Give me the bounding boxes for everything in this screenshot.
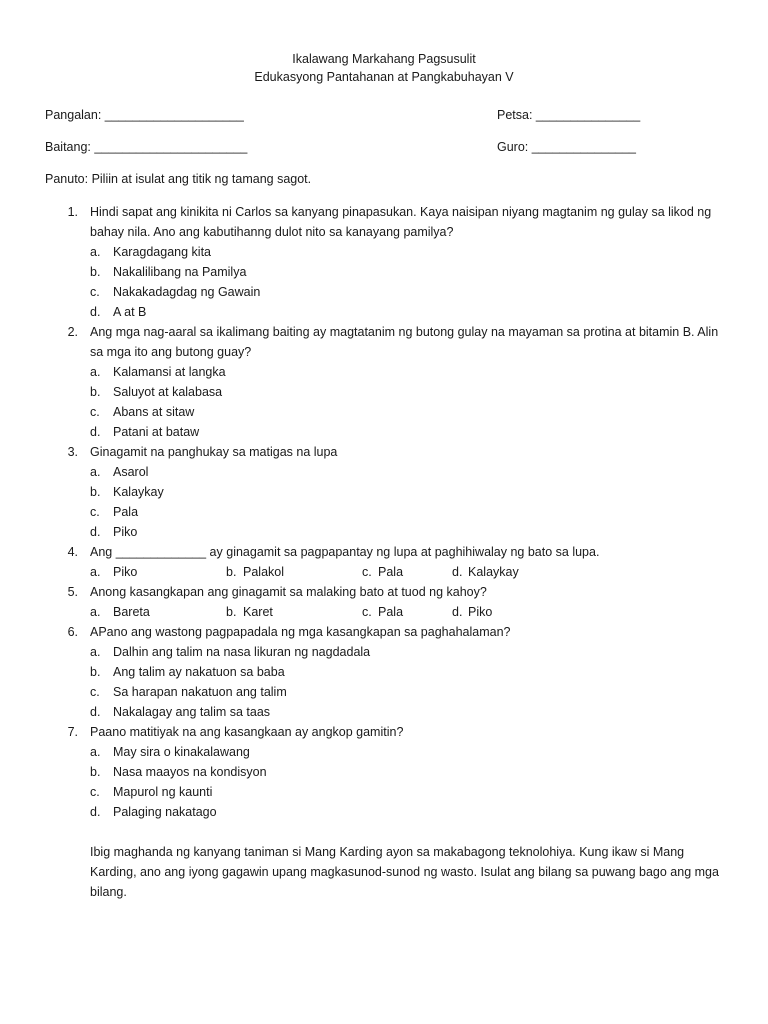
choice-text: Kalamansi at langka xyxy=(113,365,226,379)
choice-text: Ang talim ay nakatuon sa baba xyxy=(113,665,285,679)
choice-text: Asarol xyxy=(113,465,149,479)
choice-text: A at B xyxy=(113,305,147,319)
choice-letter: b. xyxy=(90,485,101,499)
choice-text: Piko xyxy=(113,565,138,579)
choice-letter: a. xyxy=(90,605,101,619)
choice-text: Karet xyxy=(243,605,273,619)
choice-letter: a. xyxy=(90,745,101,759)
choice-text: Pala xyxy=(378,605,404,619)
question-text: Ang mga nag-aaral sa ikalimang baiting ay magtatanim ng butong gulay na mayaman sa protina at bitamin B. Alin sa mga ito ang butong guay? xyxy=(90,325,719,359)
choice-letter: a. xyxy=(90,465,101,479)
choice-letter: c. xyxy=(90,285,100,299)
choice-text: Saluyot at kalabasa xyxy=(113,385,223,399)
choice-letter: d. xyxy=(90,425,101,439)
choice-letter: d. xyxy=(90,705,101,719)
choice-letter: a. xyxy=(90,365,101,379)
question-number: 1. xyxy=(67,205,78,219)
exam-subtitle: Edukasyong Pantahanan at Pangkabuhayan V xyxy=(254,70,514,84)
question-number: 6. xyxy=(67,625,78,639)
choice-letter: d. xyxy=(452,565,463,579)
choice-text: Palakol xyxy=(243,565,284,579)
choice-text: Piko xyxy=(468,605,493,619)
question-number: 2. xyxy=(67,325,78,339)
question-number: 4. xyxy=(67,545,78,559)
choice-letter: d. xyxy=(90,305,101,319)
choice-text: Piko xyxy=(113,525,138,539)
choice-text: Pala xyxy=(113,505,139,519)
choice-letter: b. xyxy=(90,665,101,679)
choice-letter: a. xyxy=(90,645,101,659)
date-field: Petsa: _______________ xyxy=(497,108,641,122)
choice-letter: b. xyxy=(226,565,237,579)
question-text: APano ang wastong pagpapadala ng mga kasangkapan sa paghahalaman? xyxy=(90,625,511,639)
choice-letter: d. xyxy=(90,805,101,819)
choice-text: Nakalilibang na Pamilya xyxy=(113,265,247,279)
closing-paragraph: Ibig maghanda ng kanyang taniman si Mang Karding ayon sa makabagong teknolohiya. Kung ikaw si Mang Karding, ano ang iyong gagawin upang magkasunod-sunod ng wasto. Isulat ang bilang sa puwang bago ang mga bilang. xyxy=(90,845,719,899)
choice-letter: b. xyxy=(90,265,101,279)
choice-text: Abans at sitaw xyxy=(113,405,195,419)
choice-letter: c. xyxy=(90,405,100,419)
choice-text: Nasa maayos na kondisyon xyxy=(113,765,267,779)
choice-text: Karagdagang kita xyxy=(113,245,211,259)
teacher-field: Guro: _______________ xyxy=(497,140,637,154)
choice-text: Mapurol ng kaunti xyxy=(113,785,213,799)
question-number: 5. xyxy=(67,585,78,599)
choice-text: Palaging nakatago xyxy=(113,805,217,819)
exam-title: Ikalawang Markahang Pagsusulit xyxy=(292,52,476,66)
choice-letter: b. xyxy=(90,765,101,779)
question-text: Hindi sapat ang kinikita ni Carlos sa kanyang pinapasukan. Kaya naisipan niyang magtanim ng gulay sa likod ng bahay nila. Ano ang kabutihanng dulot nito sa kanayang pamilya? xyxy=(90,205,712,239)
choice-letter: c. xyxy=(362,565,372,579)
question-text: Ang _____________ ay ginagamit sa pagpapantay ng lupa at paghihiwalay ng bato sa lupa. xyxy=(90,545,600,559)
name-field: Pangalan: ____________________ xyxy=(45,108,244,122)
choice-text: Patani at bataw xyxy=(113,425,200,439)
choice-letter: d. xyxy=(90,525,101,539)
choice-letter: b. xyxy=(90,385,101,399)
choice-text: May sira o kinakalawang xyxy=(113,745,250,759)
choice-text: Bareta xyxy=(113,605,150,619)
choice-text: Sa harapan nakatuon ang talim xyxy=(113,685,287,699)
choice-text: Nakakadagdag ng Gawain xyxy=(113,285,261,299)
choice-letter: c. xyxy=(362,605,372,619)
question-number: 7. xyxy=(67,725,78,739)
choice-letter: b. xyxy=(226,605,237,619)
choice-text: Kalaykay xyxy=(468,565,519,579)
choice-text: Kalaykay xyxy=(113,485,164,499)
choice-letter: c. xyxy=(90,505,100,519)
choice-letter: c. xyxy=(90,685,100,699)
choice-letter: a. xyxy=(90,565,101,579)
choice-letter: c. xyxy=(90,785,100,799)
question-text: Ginagamit na panghukay sa matigas na lupa xyxy=(90,445,338,459)
choice-text: Dalhin ang talim na nasa likuran ng nagdadala xyxy=(113,645,371,659)
question-text: Anong kasangkapan ang ginagamit sa malaking bato at tuod ng kahoy? xyxy=(90,585,487,599)
question-text: Paano matitiyak na ang kasangkaan ay angkop gamitin? xyxy=(90,725,404,739)
choice-text: Nakalagay ang talim sa taas xyxy=(113,705,271,719)
grade-field: Baitang: ______________________ xyxy=(45,140,248,154)
question-number: 3. xyxy=(67,445,78,459)
choice-text: Pala xyxy=(378,565,404,579)
choice-letter: d. xyxy=(452,605,463,619)
choice-letter: a. xyxy=(90,245,101,259)
instructions: Panuto: Piliin at isulat ang titik ng tamang sagot. xyxy=(45,172,312,186)
